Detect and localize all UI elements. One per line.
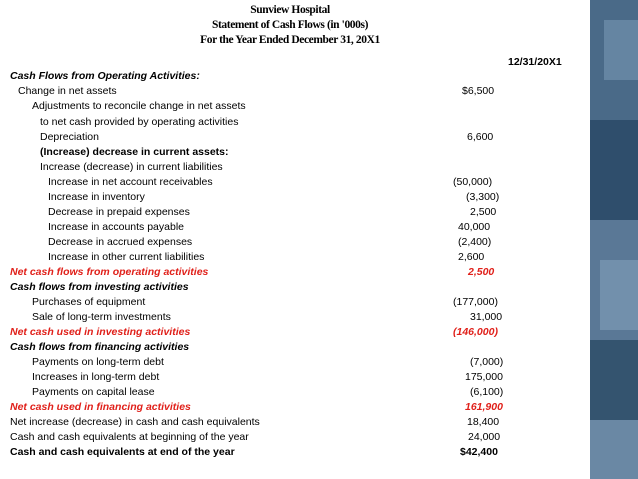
subtotal-row-investing (0, 325, 590, 339)
row-value: (2,400) (458, 236, 492, 248)
row-value: 24,000 (468, 431, 501, 443)
row-value: 2,600 (458, 251, 485, 263)
row-value: (177,000) (453, 296, 498, 308)
table-row (0, 250, 590, 264)
table-row (0, 370, 590, 384)
table-row (0, 430, 590, 444)
row-label: Decrease in accrued expenses (48, 236, 193, 248)
row-value: (3,300) (466, 191, 500, 203)
row-label: Increases in long-term debt (32, 371, 160, 383)
row-value: (50,000) (453, 176, 493, 188)
org-name: Sunview Hospital (250, 4, 330, 16)
row-value: $6,500 (462, 85, 495, 97)
table-row (0, 190, 590, 204)
decorative-side-panel (590, 0, 638, 479)
table-row (0, 130, 590, 144)
row-value: $42,400 (460, 446, 498, 458)
row-value: 6,600 (467, 131, 494, 143)
row-label: Cash and cash equivalents at end of the year (10, 446, 235, 458)
row-value: 175,000 (465, 371, 503, 383)
row-label: Sale of long-term investments (32, 311, 171, 323)
table-row (0, 220, 590, 234)
row-label: Net cash used in investing activities (10, 326, 191, 338)
row-label: Increase (decrease) in current liabilities (40, 161, 223, 173)
table-row (0, 310, 590, 324)
table-row (0, 99, 590, 113)
row-label: Payments on capital lease (32, 386, 155, 398)
table-row (0, 415, 590, 429)
row-label: Cash Flows from Operating Activities: (10, 70, 200, 82)
row-label: Decrease in prepaid expenses (48, 206, 190, 218)
total-row (0, 445, 590, 459)
row-value: (146,000) (453, 326, 498, 338)
panel-block (600, 260, 638, 330)
section-heading-financing (0, 340, 590, 354)
row-label: Cash flows from financing activities (10, 341, 190, 353)
table-row (0, 355, 590, 369)
row-label: Net cash flows from operating activities (10, 266, 209, 278)
table-row (0, 160, 590, 174)
row-value: 31,000 (470, 311, 503, 323)
column-header-date: 12/31/20X1 (508, 56, 562, 68)
row-label: Payments on long-term debt (32, 356, 164, 368)
panel-block (590, 340, 638, 420)
panel-block (590, 420, 638, 479)
row-label: to net cash provided by operating activities (40, 116, 239, 128)
section-heading-operating (0, 69, 590, 83)
row-label: Depreciation (40, 131, 99, 143)
row-label: Purchases of equipment (32, 296, 146, 308)
row-label: Increase in other current liabilities (48, 251, 205, 263)
row-label: Cash flows from investing activities (10, 281, 189, 293)
table-row (0, 235, 590, 249)
row-label: Net cash used in financing activities (10, 401, 191, 413)
row-value: 161,900 (465, 401, 503, 413)
row-label: Net increase (decrease) in cash and cash equivalents (10, 416, 260, 428)
table-row (0, 385, 590, 399)
row-label: Increase in net account receivables (48, 176, 213, 188)
panel-block (590, 120, 638, 220)
row-value: 40,000 (458, 221, 491, 233)
row-value: 2,500 (468, 266, 495, 278)
row-label: Increase in accounts payable (48, 221, 185, 233)
row-label: Change in net assets (18, 85, 117, 97)
table-row (0, 175, 590, 189)
row-label: Cash and cash equivalents at beginning of the year (10, 431, 249, 443)
table-row (0, 295, 590, 309)
row-value: 18,400 (467, 416, 500, 428)
row-value: (6,100) (470, 386, 504, 398)
table-row (0, 145, 590, 159)
row-label: Increase in inventory (48, 191, 145, 203)
row-label: Adjustments to reconcile change in net assets (32, 100, 246, 112)
row-value: 2,500 (470, 206, 497, 218)
subtotal-row-operating (0, 265, 590, 279)
statement-title: Statement of Cash Flows (in '000s) (211, 19, 369, 31)
row-label: (Increase) decrease in current assets: (40, 146, 229, 158)
subtotal-row-financing (0, 400, 590, 414)
table-row (0, 205, 590, 219)
section-heading-investing (0, 280, 590, 294)
row-value: (7,000) (470, 356, 504, 368)
panel-block (604, 20, 638, 80)
table-row (0, 84, 590, 98)
statement-period: For the Year Ended December 31, 20X1 (200, 34, 380, 46)
table-row (0, 115, 590, 129)
